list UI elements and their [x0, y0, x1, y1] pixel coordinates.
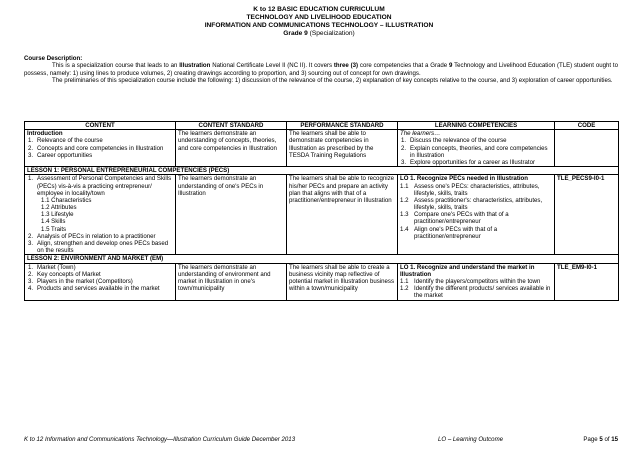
page-total: 15 [611, 436, 618, 443]
desc-text: core competencies that a Grade [358, 62, 449, 70]
lesson2-title-row [25, 255, 619, 263]
list-item-text: Analysis of PECs in relation to a practitioner [37, 232, 156, 240]
list-item [27, 285, 173, 292]
course-description [24, 55, 618, 85]
intro-code [555, 130, 619, 167]
list-item-text: Assess one's PECs: characteristics, attributes, lifestyle, skills, traits [414, 182, 540, 197]
intro-content-list [27, 137, 173, 159]
table-row-lesson2 [25, 263, 619, 300]
desc-text: National Certificate Level II (NC II). It covers [210, 62, 334, 70]
table-row-lesson1 [25, 175, 619, 255]
list-item-number: 3. [28, 240, 34, 247]
header-line-1: K to 12 BASIC EDUCATION CURRICULUM [253, 6, 385, 13]
page-of: of [602, 436, 612, 443]
list-item [400, 159, 552, 166]
lesson2-content-list [27, 264, 173, 293]
list-item [27, 218, 173, 225]
list-item [400, 197, 552, 211]
curriculum-table [24, 121, 619, 301]
list-item [27, 137, 173, 144]
list-item-text: Align one's PECs with that of a practitioner/entrepreneur [414, 225, 498, 240]
list-item-number: 2. [28, 144, 34, 152]
list-item-text: Explore opportunities for a career as Illustrator [410, 158, 535, 166]
list-item [27, 197, 173, 204]
list-item-text: Players in the market (Competitors) [37, 277, 133, 285]
list-item [27, 211, 173, 218]
list-item [400, 137, 552, 144]
grade-note: (Specialization) [309, 30, 355, 38]
list-item [400, 145, 552, 159]
intro-lc-lead: The learners… [400, 130, 441, 138]
desc-text: Technology and Livelihood Education (TLE) student ought to possess, namely: 1) using lines to produce volumes, 2) creating drawings according to proportion, and 3) sourcing out of concept for own drawings. [24, 62, 618, 77]
intro-performance: The learners shall be able to demonstrate competencies in Illustration as prescribed by the TESDA Training Regulations [287, 130, 398, 167]
footer-lo-legend: LO – Learning Outcome [438, 436, 504, 443]
list-item-text: Identify the players/competitors within the town [414, 277, 541, 285]
header-line-2: TECHNOLOGY AND LIVELIHOOD EDUCATION [246, 14, 392, 22]
lesson1-content [25, 175, 176, 255]
list-item [27, 233, 173, 240]
course-description-title: Course Description: [24, 55, 83, 62]
header-content-standard: CONTENT STANDARD [176, 122, 287, 130]
list-item-number: 1.1 [400, 277, 409, 285]
grade-label: Grade 9 [283, 30, 308, 38]
list-item [400, 285, 552, 299]
list-item-number: 3. [401, 158, 407, 166]
lesson1-standard: The learners demonstrate an understanding of one's PECs in Illustration [176, 175, 287, 255]
lesson1-lo-title: LO 1. Recognize PECs needed in Illustration [400, 175, 528, 183]
list-item-number: 1.2 [400, 196, 409, 204]
list-item [400, 278, 552, 285]
list-item-text: Assessment of Personal Competencies and Skills (PECs) vis-à-vis a practicing entrepreneur/ employee in locality/town [37, 175, 172, 197]
list-item [27, 204, 173, 211]
list-item-number: 3. [28, 151, 34, 159]
header-code: CODE [555, 122, 619, 130]
footer-guide-title: K to 12 Information and Communications Technology—Illustration Curriculum Guide December 2013 [24, 436, 296, 443]
intro-title: Introduction [27, 130, 63, 138]
lesson2-content [25, 263, 176, 300]
list-item-number: 2. [401, 144, 407, 152]
lesson1-title-row [25, 167, 619, 175]
list-item [27, 226, 173, 233]
lesson1-title: LESSON 1: PERSONAL ENTREPRENEURIAL COMPETENCIES (PECS) [25, 167, 619, 175]
list-item-number: 1.4 [400, 225, 409, 233]
desc-bold: 9 [448, 62, 453, 70]
intro-lc-list [400, 137, 552, 166]
list-item-number: 1.2 [400, 285, 409, 293]
list-item [400, 183, 552, 197]
lesson2-title: LESSON 2: ENVIRONMENT AND MARKET (EM) [25, 255, 619, 263]
page-prefix: Page [583, 436, 600, 443]
intro-content [25, 130, 176, 167]
list-item [27, 152, 173, 159]
desc-text: This is a specialization course that leads to an [52, 62, 180, 70]
list-item-number: 1.3 [400, 211, 409, 219]
list-item-number: 2. [28, 232, 34, 240]
list-item-number: 1. [28, 137, 34, 145]
table-header-row [25, 122, 619, 130]
list-item-text: Assess practitioner's: characteristics, attributes, lifestyle, skills, traits [414, 196, 543, 212]
desc-bold: Illustration [179, 62, 211, 70]
page-footer [24, 436, 618, 443]
lesson2-performance: The learners shall be able to create a business vicinity map reflective of potential market in Illustration business within a town/municipality [287, 263, 398, 300]
header-learning-competencies: LEARNING COMPETENCIES [398, 122, 555, 130]
list-item-text: Products and services available in the market [37, 285, 160, 293]
list-item-number: 3. [28, 277, 34, 285]
intro-competencies [398, 130, 555, 167]
header-performance-standard: PERFORMANCE STANDARD [287, 122, 398, 130]
list-item-text: 1.1 Characteristics [41, 196, 92, 204]
header-grade [0, 30, 638, 38]
table-row-intro [25, 130, 619, 167]
list-item-text: Market (Town) [37, 263, 76, 271]
list-item [27, 240, 173, 254]
list-item-text: Key concepts of Market [37, 270, 101, 278]
list-item [27, 175, 173, 197]
list-item [27, 278, 173, 285]
lesson1-competencies [398, 175, 555, 255]
list-item-text: Explain concepts, theories, and core competencies in Illustration [410, 144, 548, 159]
header-content: CONTENT [25, 122, 176, 130]
lesson2-lc-list [400, 278, 552, 300]
list-item [400, 211, 552, 225]
list-item-number: 1. [28, 175, 34, 183]
list-item-number: 1.1 [400, 182, 409, 190]
list-item [400, 226, 552, 240]
lesson1-lc-list [400, 183, 552, 241]
lesson2-competencies [398, 263, 555, 300]
list-item-text: Relevance of the course [37, 137, 103, 145]
list-item-text: Discuss the relevance of the course [410, 137, 507, 145]
header-line-3: INFORMATION AND COMMUNICATIONS TECHNOLOGY – ILLUSTRATION [204, 22, 434, 30]
list-item-number: 1. [28, 263, 34, 271]
lesson2-standard: The learners demonstrate an understanding of environment and market in Illustration in one's town/municipality [176, 263, 287, 300]
list-item-text: 1.3 Lifestyle [41, 211, 74, 219]
list-item-text: Identify the different products/ services available in the market [414, 285, 551, 300]
list-item-text: Concepts and core competencies in Illustration [37, 144, 164, 152]
list-item [27, 264, 173, 271]
page-num: 5 [599, 436, 603, 443]
list-item-text: 1.5 Traits [41, 225, 67, 233]
list-item-text: 1.4 Skills [41, 218, 66, 226]
list-item-number: 4. [28, 285, 34, 293]
lesson1-performance: The learners shall be able to recognize his/her PECs and prepare an activity plan that aligns with that of a practitioner/entrepreneur in Illustration [287, 175, 398, 255]
list-item [27, 271, 173, 278]
lesson2-lo-title: LO 1. Recognize and understand the market in Illustration [400, 263, 535, 278]
lesson2-code: TLE_EM9-I0-1 [555, 263, 619, 300]
list-item-text: Align, strengthen and develop ones PECs based on the results [37, 240, 169, 255]
document-header [0, 6, 638, 38]
list-item-text: Compare one's PECs with that of a practitioner/entrepreneur [414, 211, 509, 226]
lesson1-content-list [27, 175, 173, 254]
list-item-text: 1.2 Attributes [41, 204, 77, 212]
desc-bold: three (3) [333, 62, 359, 70]
description-paragraph-1 [24, 62, 618, 77]
lesson1-code: TLE_PECS9-I0-1 [555, 175, 619, 255]
list-item-number: 1. [401, 137, 407, 145]
list-item [27, 145, 173, 152]
list-item-text: Career opportunities [37, 151, 93, 159]
footer-page-number [558, 436, 618, 443]
list-item-number: 2. [28, 270, 34, 278]
intro-standard: The learners demonstrate an understanding of concepts, theories, and core competencies in Illustration [176, 130, 287, 167]
description-paragraph-2: The preliminaries of this specialization course include the following: 1) discussion of the relevance of the course, 2) explanation of key concepts relative to the course, and 3) exploration of career opportunities. [52, 77, 613, 85]
